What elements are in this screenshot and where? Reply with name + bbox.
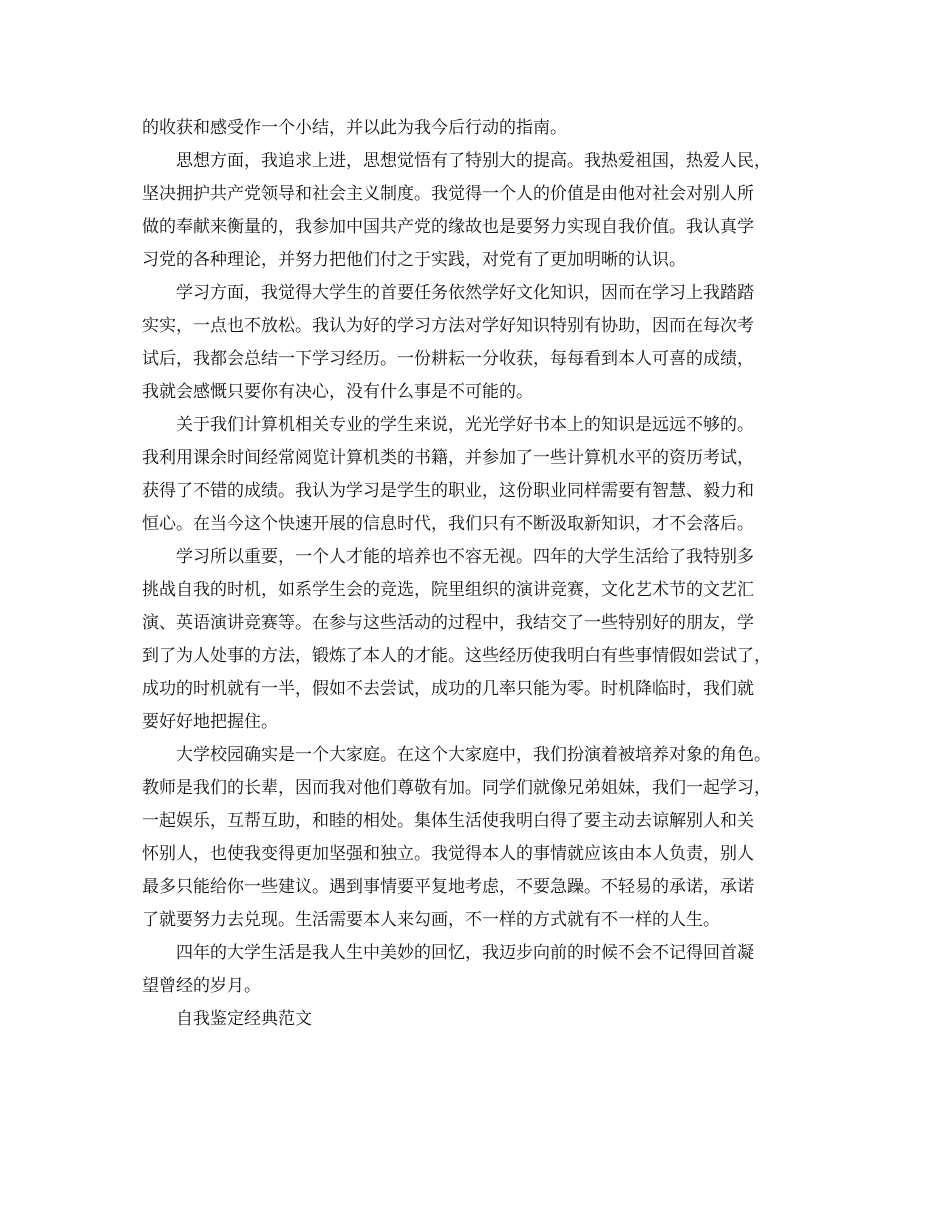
text-line: 最多只能给你一些建议。遇到事情要平复地考虑，不要急躁。不轻易的承诺，承诺 [142, 877, 754, 897]
text-line: 自我鉴定经典范文 [176, 1009, 312, 1029]
text-line: 教师是我们的长辈，因而我对他们尊敬有加。同学们就像兄弟姐妹，我们一起学习， [142, 778, 771, 798]
text-line: 习党的各种理论，并努力把他们付之于实践，对党有了更加明晰的认识。 [142, 250, 686, 270]
text-line: 思想方面，我追求上进，思想觉悟有了特别大的提高。我热爱祖国，热爱人民， [176, 151, 771, 171]
text-line: 成功的时机就有一半，假如不去尝试，成功的几率只能为零。时机降临时，我们就 [142, 679, 754, 699]
text-line: 做的奉献来衡量的，我参加中国共产党的缘故也是要努力实现自我价值。我认真学 [142, 217, 754, 237]
text-line: 演、英语演讲竞赛等。在参与这些活动的过程中，我结交了一些特别好的朋友，学 [142, 613, 754, 633]
text-line: 我就会感慨只要你有决心，没有什么事是不可能的。 [142, 382, 533, 402]
text-line: 挑战自我的时机，如系学生会的竞选，院里组织的演讲竞赛，文化艺术节的文艺汇 [142, 580, 754, 600]
document-body [142, 112, 822, 1036]
text-line: 实实，一点也不放松。我认为好的学习方法对学好知识特别有协助，因而在每次考 [142, 316, 754, 336]
text-line: 获得了不错的成绩。我认为学习是学生的职业，这份职业同样需要有智慧、毅力和 [142, 481, 754, 501]
text-line: 四年的大学生活是我人生中美妙的回忆，我迈步向前的时候不会不记得回首凝 [176, 943, 754, 963]
text-line: 试后，我都会总结一下学习经历。一份耕耘一分收获，每每看到本人可喜的成绩， [142, 349, 754, 369]
text-line: 学习所以重要，一个人才能的培养也不容无视。四年的大学生活给了我特别多 [176, 547, 754, 567]
text-line: 要好好地把握住。 [142, 712, 278, 732]
text-line: 的收获和感受作一个小结，并以此为我今后行动的指南。 [142, 118, 567, 138]
text-line: 了就要努力去兑现。生活需要本人来勾画，不一样的方式就有不一样的人生。 [142, 910, 720, 930]
text-line: 一起娱乐，互帮互助，和睦的相处。集体生活使我明白得了要主动去谅解别人和关 [142, 811, 754, 831]
text-line: 恒心。在当今这个快速开展的信息时代，我们只有不断汲取新知识，才不会落后。 [142, 514, 754, 534]
text-line: 学习方面，我觉得大学生的首要任务依然学好文化知识，因而在学习上我踏踏 [176, 283, 754, 303]
text-line: 到了为人处事的方法，锻炼了本人的才能。这些经历使我明白有些事情假如尝试了， [142, 646, 771, 666]
text-line: 坚决拥护共产党领导和社会主义制度。我觉得一个人的价值是由他对社会对别人所 [142, 184, 754, 204]
text-line: 大学校园确实是一个大家庭。在这个大家庭中，我们扮演着被培养对象的角色。 [176, 745, 771, 765]
text-line: 怀别人，也使我变得更加坚强和独立。我觉得本人的事情就应该由本人负责，别人 [142, 844, 754, 864]
text-line: 望曾经的岁月。 [142, 976, 261, 996]
text-line: 我利用课余时间经常阅览计算机类的书籍，并参加了一些计算机水平的资历考试， [142, 448, 754, 468]
text-line: 关于我们计算机相关专业的学生来说，光光学好书本上的知识是远远不够的。 [176, 415, 754, 435]
